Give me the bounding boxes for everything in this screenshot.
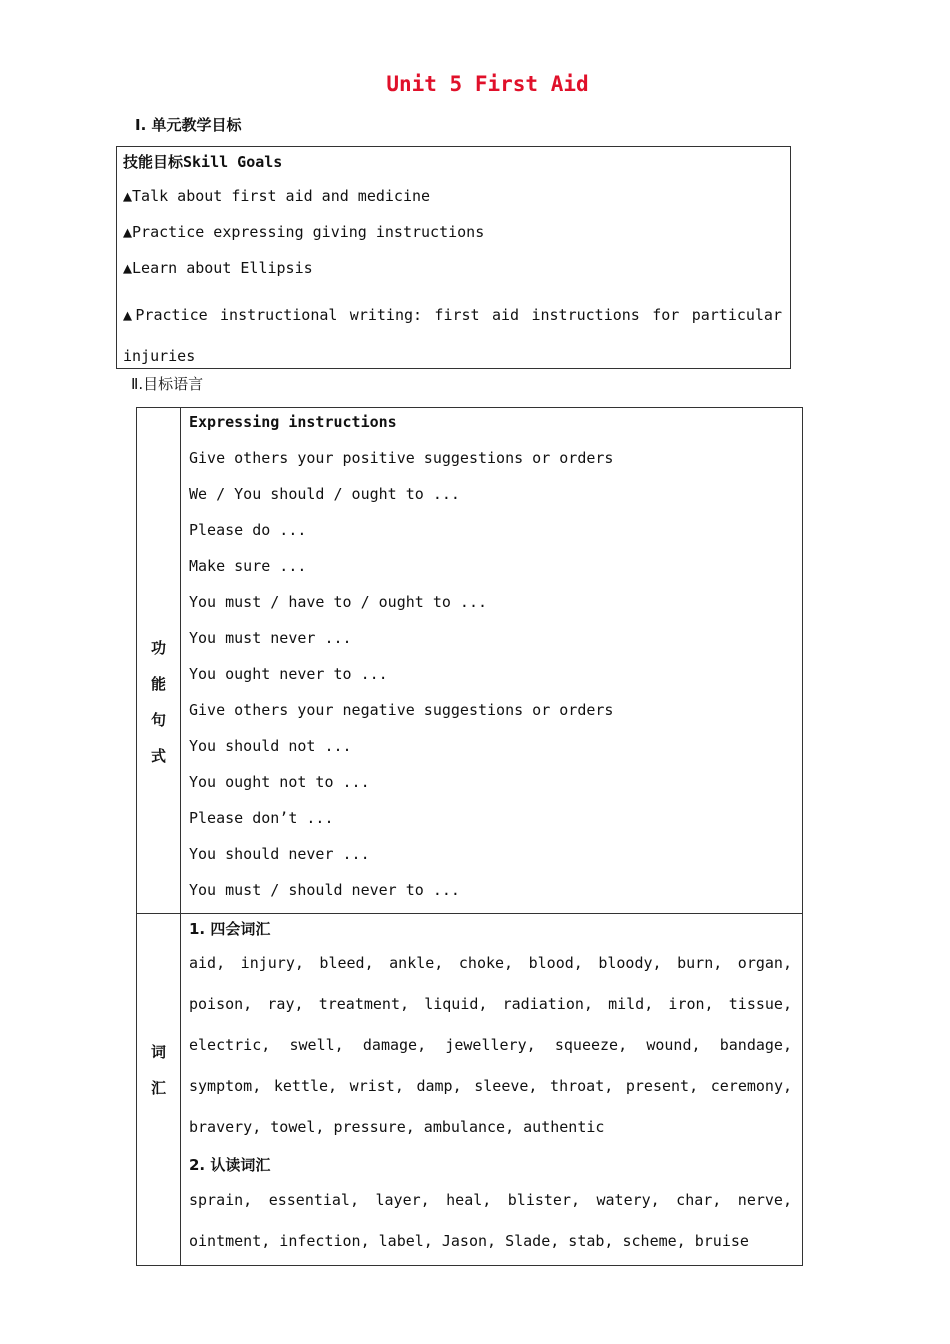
- functional-line: You must / have to / ought to ...: [189, 593, 488, 611]
- target-language-table: [136, 407, 803, 1266]
- label-char: 句: [150, 711, 166, 729]
- goal-item: ▲Practice expressing giving instructions: [123, 223, 485, 241]
- functional-sentences-label: [137, 630, 180, 774]
- vocabulary-label: [137, 1034, 180, 1106]
- functional-line: You ought not to ...: [189, 773, 370, 791]
- skill-goals-header: 技能目标Skill Goals: [123, 153, 283, 171]
- vocabulary-part2-list: sprain, essential, layer, heal, blister, watery, char, nerve, ointment, infection, label, Jason, Slade, stab, scheme, bruise: [189, 1191, 792, 1250]
- functional-line: You should not ...: [189, 737, 352, 755]
- label-char: 汇: [150, 1079, 166, 1097]
- functional-line: Give others your negative suggestions or orders: [189, 701, 614, 719]
- goal-item: ▲Learn about Ellipsis: [123, 259, 313, 277]
- page-title: Unit 5 First Aid: [386, 72, 589, 96]
- functional-line: You must / should never to ...: [189, 881, 460, 899]
- vocabulary-part2-title: 2. 认读词汇: [189, 1156, 271, 1174]
- functional-line: You ought never to ...: [189, 665, 388, 683]
- functional-line: You should never ...: [189, 845, 370, 863]
- label-char: 能: [150, 675, 166, 693]
- label-char: 式: [150, 747, 166, 765]
- vocabulary-part1-title: 1. 四会词汇: [189, 920, 271, 938]
- section-2-heading: Ⅱ.目标语言: [131, 375, 204, 393]
- functional-line: Make sure ...: [189, 557, 307, 575]
- goal-item: ▲Practice instructional writing: first aid instructions for particular injuries: [123, 306, 782, 365]
- label-char: 词: [150, 1043, 166, 1061]
- section-1-heading: Ⅰ. 单元教学目标: [135, 116, 242, 134]
- functional-line: You must never ...: [189, 629, 352, 647]
- label-char: 功: [150, 639, 166, 657]
- functional-line: We / You should / ought to ...: [189, 485, 460, 503]
- functional-heading: Expressing instructions: [189, 413, 397, 431]
- functional-line: Please do ...: [189, 521, 307, 539]
- vocabulary-part1-list: aid, injury, bleed, ankle, choke, blood, bloody, burn, organ, poison, ray, treatment, liquid, radiation, mild, iron, tissue, electric, swell, damage, jewellery, squeeze, wound, bandage, symptom, kettle, wrist, damp, sleeve, throat, present, ceremony, bravery, towel, pressure, ambulance, authentic: [189, 954, 792, 1136]
- functional-line: Please don’t ...: [189, 809, 334, 827]
- skill-goals-box: [116, 146, 791, 369]
- row-divider: [137, 913, 802, 914]
- goal-item: ▲Talk about first aid and medicine: [123, 187, 431, 205]
- column-divider: [180, 408, 181, 1265]
- functional-line: Give others your positive suggestions or orders: [189, 449, 614, 467]
